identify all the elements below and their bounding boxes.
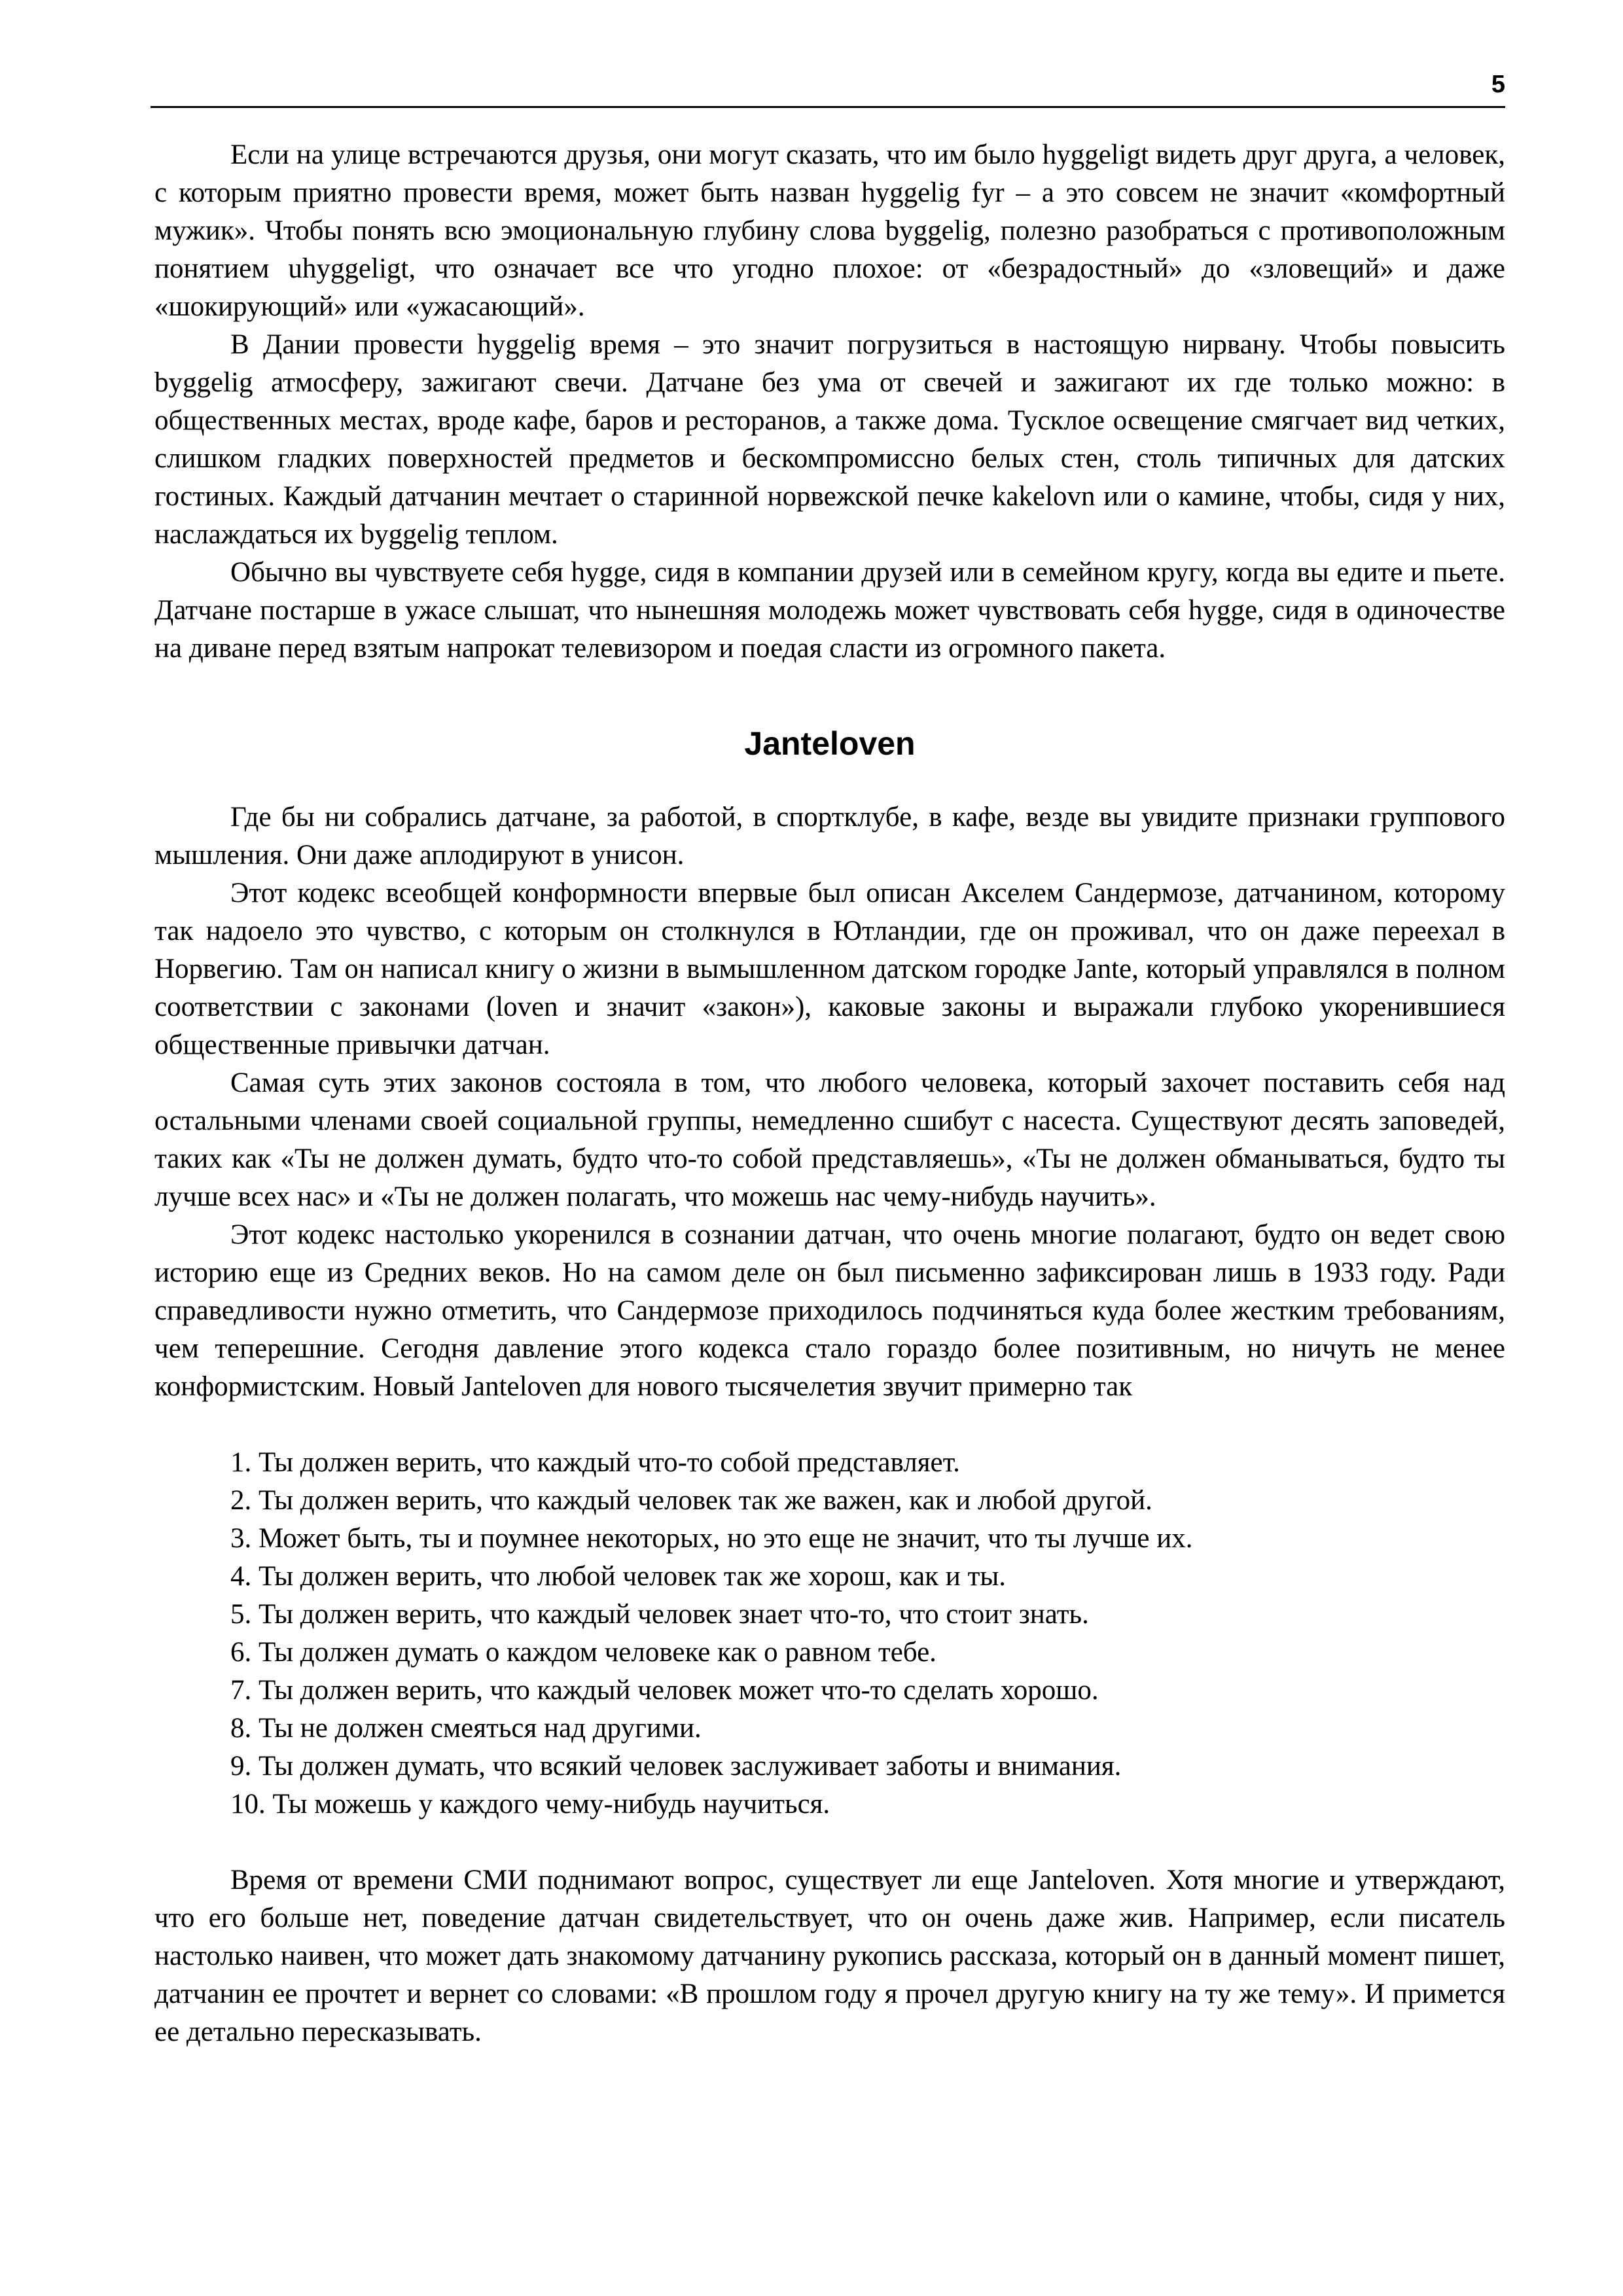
intro-paragraph-2: В Дании провести hyggelig время – это значит погрузиться в настоящую нирвану. Чтобы повысить byggelig атмосферу, зажигают свечи. Датчане без ума от свечей и зажигают их где только можно: в общественных местах, вроде кафе, баров и ресторанов, а также дома. Тусклое освещение смягчает вид четких, слишком гладких поверхностей предметов и бескомпромиссно белых стен, столь типичных для датских гостиных. Каждый датчанин мечтает о старинной норвежской печке kakelovn или о камине, чтобы, сидя у них, наслаждаться их byggelig теплом. — [154, 329, 1505, 550]
intro-paragraph-1: Если на улице встречаются друзья, они могут сказать, что им было hyggeligt видеть друг друга, а человек, с которым приятно провести время, может быть назван hyggelig fyr – а это совсем не значит «комфортный мужик». Чтобы понять всю эмоциональную глубину слова byggelig, полезно разобраться с противоположным понятием uhyggeligt, что означает все что угодно плохое: от «безрадостный» до «зловещий» и даже «шокирующий» или «ужасающий». — [154, 139, 1505, 322]
law-item: 8. Ты не должен смеяться над другими. — [230, 1713, 702, 1744]
section-paragraph-4: Этот кодекс настолько укоренился в сознании датчан, что очень многие полагают, будто он ведет свою историю еще из Средних веков. Но на самом деле он был письменно зафиксирован лишь в 1933 году. Ради справедливости нужно отметить, что Сандермозе приходилось подчиняться куда более жестким требованиям, чем теперешние. Сегодня давление этого кодекса стало гораздо более позитивным, но ничуть не менее конформистским. Новый Janteloven для нового тысячелетия звучит примерно так — [154, 1219, 1505, 1402]
section-paragraph-3: Самая суть этих законов состояла в том, что любого человека, который захочет поставить себя над остальными членами своей социальной группы, немедленно сшибут с насеста. Существуют десять заповедей, таких как «Ты не должен думать, будто что-то собой представляешь», «Ты не должен обманываться, будто ты лучше всех нас» и «Ты не должен полагать, что можешь нас чему-нибудь научить». — [154, 1067, 1505, 1212]
intro-paragraph-3: Обычно вы чувствуете себя hygge, сидя в компании друзей или в семейном кругу, когда вы едите и пьете. Датчане постарше в ужасе слышат, что нынешняя молодежь может чувствовать себя hygge, сидя в одиночестве на диване перед взятым напрокат телевизором и поедая сласти из огромного пакета. — [154, 557, 1505, 664]
section-title: Janteloven — [744, 725, 916, 762]
law-item: 3. Может быть, ты и поумнее некоторых, но это еще не значит, что ты лучше их. — [230, 1523, 1193, 1554]
law-item: 10. Ты можешь у каждого чему-нибудь научиться. — [230, 1789, 830, 1820]
law-item: 6. Ты должен думать о каждом человеке как о равном тебе. — [230, 1637, 936, 1668]
page-number: 5 — [1491, 71, 1505, 98]
section-paragraph-2: Этот кодекс всеобщей конформности впервые был описан Акселем Сандермозе, датчанином, которому так надоело это чувство, с которым он столкнулся в Ютландии, где он проживал, что он даже переехал в Норвегию. Там он написал книгу о жизни в вымышленном датском городке Jante, который управлялся в полном соответствии с законами (loven и значит «закон»), каковые законы и выражали глубоко укоренившиеся общественные привычки датчан. — [154, 878, 1505, 1060]
header-divider — [151, 106, 1505, 108]
closing-paragraph: Время от времени СМИ поднимают вопрос, существует ли еще Janteloven. Хотя многие и утверждают, что его больше нет, поведение датчан свидетельствует, что он очень даже жив. Например, если писатель настолько наивен, что может дать знакомому датчанину рукопись рассказа, который он в данный момент пишет, датчанин ее прочтет и вернет со словами: «В прошлом году я прочел другую книгу на ту же тему». И примется ее детально пересказывать. — [154, 1865, 1505, 2047]
law-item: 9. Ты должен думать, что всякий человек заслуживает заботы и внимания. — [230, 1751, 1122, 1782]
law-item: 4. Ты должен верить, что любой человек так же хорош, как и ты. — [230, 1561, 1006, 1592]
law-item: 5. Ты должен верить, что каждый человек знает что-то, что стоит знать. — [230, 1599, 1089, 1630]
section-paragraph-1: Где бы ни собрались датчане, за работой, в спортклубе, в кафе, везде вы увидите признаки группового мышления. Они даже аплодируют в унисон. — [154, 802, 1505, 870]
janteloven-laws-list — [154, 1444, 1505, 1823]
law-item: 1. Ты должен верить, что каждый что-то собой представляет. — [230, 1447, 960, 1478]
law-item: 7. Ты должен верить, что каждый человек может что-то сделать хорошо. — [230, 1675, 1099, 1706]
page-content — [154, 136, 1505, 2051]
law-item: 2. Ты должен верить, что каждый человек так же важен, как и любой другой. — [230, 1485, 1152, 1516]
